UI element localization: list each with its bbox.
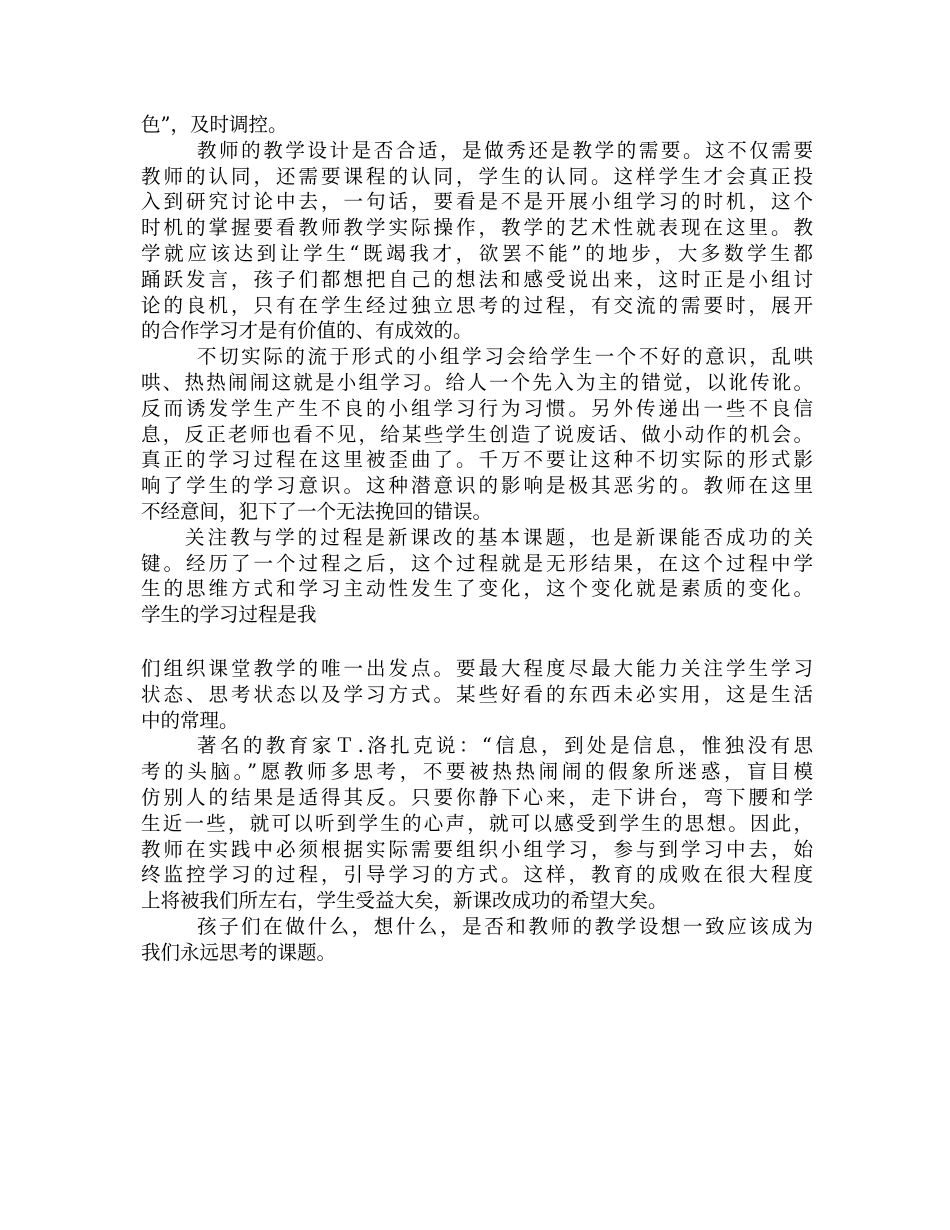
text-line: 踊跃发言，孩子们都想把自己的想法和感受说出来，这时正是小组讨 bbox=[141, 267, 813, 291]
text-line: 响了学生的学习意识。这种潜意识的影响是极其恶劣的。教师在这里 bbox=[141, 474, 813, 498]
text-line: 终监控学习的过程，引导学习的方式。这样，教育的成败在很大程度 bbox=[141, 863, 813, 887]
text-line: 考的头脑。”愿教师多思考，不要被热热闹闹的假象所迷惑，盲目模 bbox=[141, 760, 813, 784]
text-line: 息，反正老师也看不见，给某些学生创造了说废话、做小动作的机会。 bbox=[141, 422, 813, 446]
text-line: 中的常理。 bbox=[141, 708, 239, 732]
text-line: 论的良机，只有在学生经过独立思考的过程，有交流的需要时，展开 bbox=[141, 293, 813, 317]
text-line: 真正的学习过程在这里被歪曲了。千万不要让这种不切实际的形式影 bbox=[141, 448, 813, 472]
text-line: 教师在实践中必须根据实际需要组织小组学习，参与到学习中去，始 bbox=[141, 837, 813, 861]
text-line: 色”，及时调控。 bbox=[141, 113, 288, 136]
text-line: 的合作学习才是有价值的、有成效的。 bbox=[141, 319, 473, 343]
text-line: 们组织课堂教学的唯一出发点。要最大程度尽最大能力关注学生学习 bbox=[141, 657, 813, 680]
text-line: 生近一些，就可以听到学生的心声，就可以感受到学生的思想。因此， bbox=[141, 811, 813, 835]
text-line: 状态、思考状态以及学习方式。某些好看的东西未必实用，这是生活 bbox=[141, 682, 813, 706]
text-line: 键。经历了一个过程之后，这个过程就是无形结果，在这个过程中学 bbox=[141, 551, 813, 575]
text-line: 孩子们在做什么，想什么，是否和教师的教学设想一致应该成为 bbox=[197, 914, 813, 938]
text-line: 著名的教育家Ｔ.洛扎克说：“信息，到处是信息，惟独没有思 bbox=[197, 734, 813, 758]
text-line: 入到研究讨论中去，一句话，要看是不是开展小组学习的时机，这个 bbox=[141, 190, 813, 214]
text-line: 学生的学习过程是我 bbox=[141, 603, 317, 627]
text-line: 生的思维方式和学习主动性发生了变化，这个变化就是素质的变化。 bbox=[141, 577, 813, 601]
text-line: 教师的认同，还需要课程的认同，学生的认同。这样学生才会真正投 bbox=[141, 164, 813, 188]
text-line: 我们永远思考的课题。 bbox=[141, 940, 337, 964]
text-line: 学就应该达到让学生“既竭我才，欲罢不能”的地步，大多数学生都 bbox=[141, 241, 813, 265]
text-line: 不切实际的流于形式的小组学习会给学生一个不好的意识，乱哄 bbox=[197, 345, 813, 369]
text-line: 教师的教学设计是否合适，是做秀还是教学的需要。这不仅需要 bbox=[197, 138, 813, 162]
text-line: 反而诱发学生产生不良的小组学习行为习惯。另外传递出一些不良信 bbox=[141, 396, 813, 420]
text-line: 上将被我们所左右，学生受益大矣，新课改成功的希望大矣。 bbox=[141, 889, 668, 913]
text-line: 哄、热热闹闹这就是小组学习。给人一个先入为主的错觉，以讹传讹。 bbox=[141, 370, 813, 394]
text-line: 仿别人的结果是适得其反。只要你静下心来，走下讲台，弯下腰和学 bbox=[141, 785, 813, 809]
text-block-top bbox=[141, 112, 813, 628]
text-line: 关注教与学的过程是新课改的基本课题，也是新课能否成功的关 bbox=[185, 525, 813, 549]
text-line: 不经意间，犯下了一个无法挽回的错误。 bbox=[141, 499, 493, 523]
text-line: 时机的掌握要看教师教学实际操作，教学的艺术性就表现在这里。教 bbox=[141, 216, 813, 240]
text-block-bottom bbox=[141, 656, 813, 966]
